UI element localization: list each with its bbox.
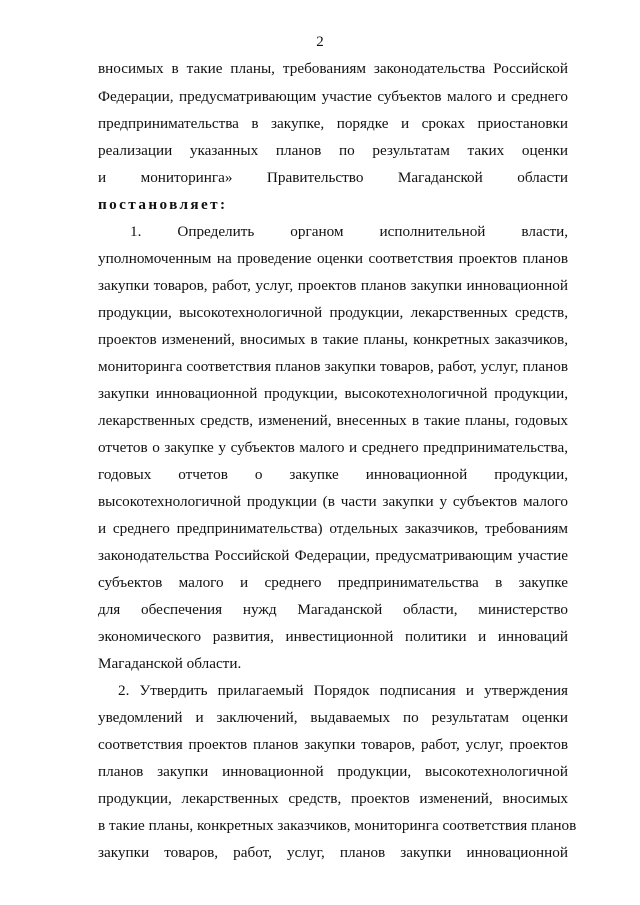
text-line: реализации указанных планов по результатам таких оценки	[98, 142, 568, 159]
text-line: соответствия проектов планов закупки товаров, работ, услуг, проектов	[98, 736, 568, 753]
text-line: уполномоченным на проведение оценки соответствия проектов планов	[98, 250, 568, 267]
text-line: мониторинга соответствия планов закупки товаров, работ, услуг, планов	[98, 358, 568, 375]
text-line: высокотехнологичной продукции (в части закупки у субъектов малого	[98, 493, 568, 510]
text-line: законодательства Российской Федерации, предусматривающим участие	[98, 547, 568, 564]
text-line: закупки товаров, работ, услуг, проектов планов закупки инновационной	[98, 277, 568, 294]
clause-1-heading: 1. Определить органом исполнительной власти,	[130, 223, 568, 240]
text-line: субъектов малого и среднего предпринимательства в закупке	[98, 574, 568, 591]
page-number: 2	[316, 34, 324, 50]
text-line: предпринимательства в закупке, порядке и сроках приостановки	[98, 115, 568, 132]
text-line: закупки инновационной продукции, высокотехнологичной продукции,	[98, 385, 568, 402]
text-line: и мониторинга» Правительство Магаданской области	[98, 169, 568, 186]
text-line: уведомлений и заключений, выдаваемых по результатам оценки	[98, 709, 568, 726]
text-line: лекарственных средств, изменений, внесенных в такие планы, годовых	[98, 412, 568, 429]
text-line: Федерации, предусматривающим участие субъектов малого и среднего	[98, 88, 568, 105]
text-line: в такие планы, конкретных заказчиков, мониторинга соответствия планов	[98, 817, 577, 834]
text-line: планов закупки инновационной продукции, высокотехнологичной	[98, 763, 568, 780]
text-line: и среднего предпринимательства) отдельных заказчиков, требованиям	[98, 520, 568, 537]
text-line: продукции, высокотехнологичной продукции, лекарственных средств,	[98, 304, 568, 321]
text-line: проектов изменений, вносимых в такие планы, конкретных заказчиков,	[98, 331, 568, 348]
text-line: годовых отчетов о закупке инновационной продукции,	[98, 466, 568, 483]
text-line: закупки товаров, работ, услуг, планов закупки инновационной	[98, 844, 568, 861]
clause-2-heading: 2. Утвердить прилагаемый Порядок подписания и утверждения	[118, 682, 568, 699]
text-line: для обеспечения нужд Магаданской области, министерство	[98, 601, 568, 618]
resolution-keyword: постановляет:	[98, 196, 228, 213]
text-line: отчетов о закупке у субъектов малого и среднего предпринимательства,	[98, 439, 568, 456]
text-line: экономического развития, инвестиционной политики и инноваций	[98, 628, 568, 645]
text-line: продукции, лекарственных средств, проектов изменений, вносимых	[98, 790, 568, 807]
text-line: вносимых в такие планы, требованиям законодательства Российской	[98, 60, 568, 77]
text-line: Магаданской области.	[98, 655, 242, 672]
